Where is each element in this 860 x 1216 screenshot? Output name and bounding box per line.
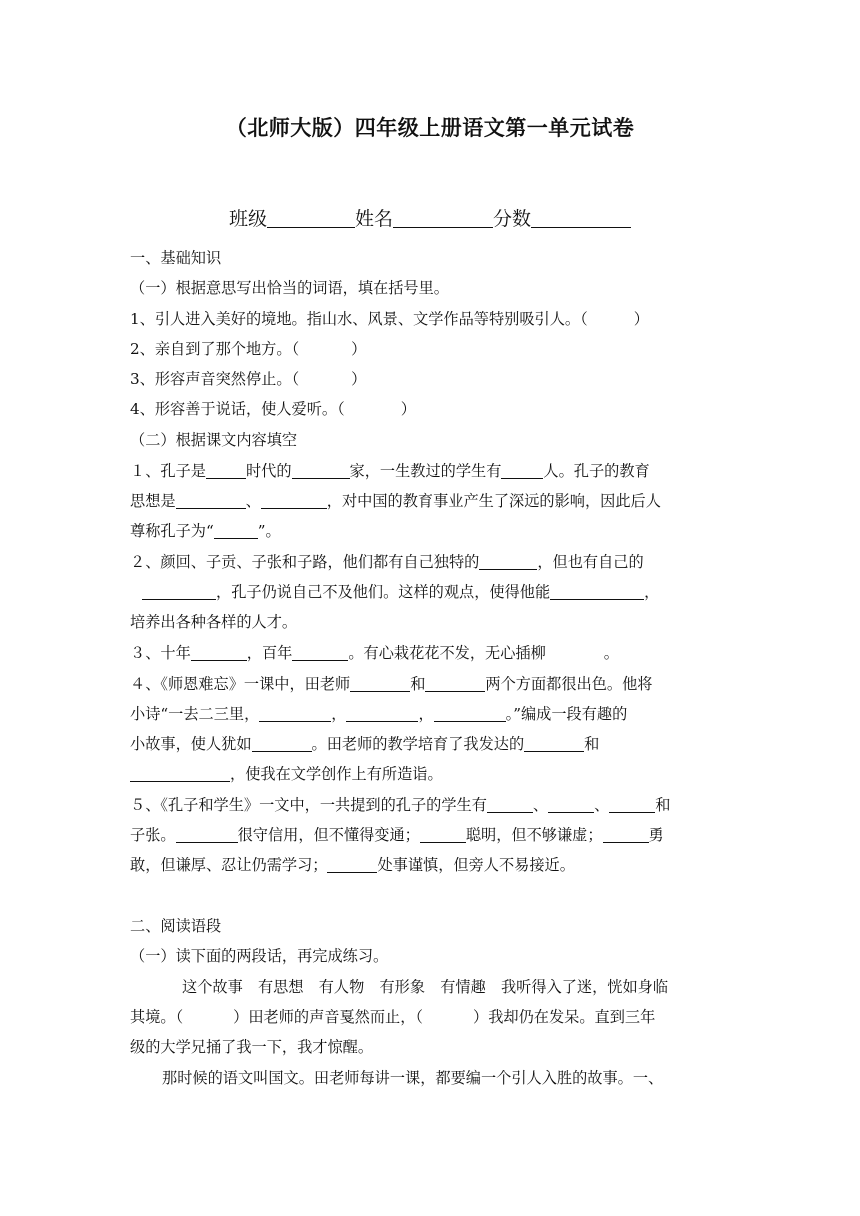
class-label: 班级 bbox=[228, 208, 267, 230]
name-blank[interactable] bbox=[393, 208, 493, 228]
score-label: 分数 bbox=[493, 208, 532, 230]
fill-blank[interactable] bbox=[524, 735, 584, 752]
fill-blank[interactable] bbox=[603, 826, 649, 843]
fill-blank[interactable] bbox=[501, 462, 543, 479]
fill-blank[interactable] bbox=[176, 826, 238, 843]
fill-blank[interactable] bbox=[191, 644, 247, 661]
fill-blank[interactable] bbox=[487, 796, 533, 813]
section-2-sub-1: （一）读下面的两段话，再完成练习。 bbox=[130, 947, 389, 965]
section-2-heading: 二、阅读语段 bbox=[130, 917, 222, 935]
section-1-sub-1: （一）根据意思写出恰当的词语，填在括号里。 bbox=[130, 279, 449, 297]
reading-line-3: 级的大学兄捅了我一下，我才惊醒。 bbox=[130, 1038, 373, 1056]
fill-paragraph-5-line-1: ５、《孔子和学生》一文中，一共提到的孔子的学生有 、 、 和 bbox=[130, 796, 671, 814]
fill-blank[interactable] bbox=[609, 796, 655, 813]
fill-paragraph-5-line-2: 子张。 很守信用，但不懂得变通； 聪明，但不够谦虚； 勇 bbox=[130, 826, 664, 844]
question-1: 1、引人进入美好的境地。指山水、风景、文学作品等特别吸引人。（ ） bbox=[130, 310, 649, 328]
fill-paragraph-5-line-3: 敢，但谦厚、忍让仍需学习； 处事谨慎，但旁人不易接近。 bbox=[130, 856, 575, 874]
fill-blank[interactable] bbox=[425, 675, 485, 692]
fill-blank[interactable] bbox=[142, 583, 216, 600]
score-blank[interactable] bbox=[531, 208, 631, 228]
fill-blank[interactable] bbox=[550, 583, 644, 600]
reading-line-1: 这个故事 有思想 有人物 有形象 有情趣 我听得入了迷，恍如身临 bbox=[182, 978, 668, 996]
fill-blank[interactable] bbox=[346, 705, 418, 722]
fill-paragraph-2-line-2: ，孔子仍说自己不及他们。这样的观点，使得他能 ， bbox=[130, 582, 730, 602]
fill-blank[interactable] bbox=[350, 675, 410, 692]
fill-paragraph-1-line-3: 尊称孔子为“ ”。 bbox=[130, 522, 281, 540]
fill-blank[interactable] bbox=[130, 765, 230, 782]
fill-blank[interactable] bbox=[479, 553, 537, 570]
fill-blank[interactable] bbox=[206, 462, 246, 479]
fill-blank[interactable] bbox=[252, 735, 312, 752]
fill-paragraph-1-line-2: 思想是 、 ，对中国的教育事业产生了深远的影响，因此后人 bbox=[130, 492, 661, 510]
question-3: 3、形容声音突然停止。（ ） bbox=[130, 370, 367, 388]
question-2: 2、亲自到了那个地方。（ ） bbox=[130, 340, 367, 358]
fill-paragraph-4-line-3: 小故事，使人犹如 。田老师的教学培育了我发达的 和 bbox=[130, 735, 600, 753]
section-1-sub-2: （二）根据课文内容填空 bbox=[130, 431, 298, 449]
fill-paragraph-4-line-1: ４、《师恩难忘》一课中，田老师 和 两个方面都很出色。他将 bbox=[130, 675, 653, 693]
fill-blank[interactable] bbox=[292, 644, 348, 661]
class-blank[interactable] bbox=[267, 208, 355, 228]
fill-paragraph-4-line-2: 小诗“一去二三里， ， ， 。”编成一段有趣的 bbox=[130, 705, 628, 723]
page-title: （北师大版）四年级上册语文第一单元试卷 bbox=[225, 116, 635, 140]
question-4: 4、形容善于说话，使人爱听。（ ） bbox=[130, 400, 416, 418]
fill-paragraph-3: ３、十年 ，百年 。有心栽花花不发，无心插柳 。 bbox=[130, 644, 619, 662]
fill-blank[interactable] bbox=[420, 826, 466, 843]
section-1-heading: 一、基础知识 bbox=[130, 249, 222, 267]
fill-paragraph-2-line-1: ２、颜回、子贡、子张和子路，他们都有自己独特的 ，但也有自己的 bbox=[130, 553, 644, 571]
reading-line-2: 其境。（ ）田老师的声音戛然而止，（ ）我却仍在发呆。直到三年 bbox=[130, 1008, 656, 1026]
fill-blank[interactable] bbox=[214, 522, 258, 539]
fill-paragraph-2-line-3: 培养出各种各样的人才。 bbox=[130, 613, 298, 631]
fill-blank[interactable] bbox=[259, 705, 331, 722]
fill-blank[interactable] bbox=[548, 796, 594, 813]
fill-paragraph-4-line-4: ，使我在文学创作上有所造诣。 bbox=[130, 764, 730, 784]
student-info-line bbox=[0, 204, 860, 231]
fill-blank[interactable] bbox=[292, 462, 350, 479]
fill-paragraph-1-line-1: １、孔子是 时代的 家，一生教过的学生有 人。孔子的教育 bbox=[130, 462, 650, 480]
name-label: 姓名 bbox=[354, 208, 393, 230]
fill-blank[interactable] bbox=[434, 705, 506, 722]
fill-blank[interactable] bbox=[261, 492, 327, 509]
fill-blank[interactable] bbox=[327, 856, 377, 873]
fill-blank[interactable] bbox=[176, 492, 246, 509]
reading-line-4: 那时候的语文叫国文。田老师每讲一课，都要编一个引人入胜的故事。一、 bbox=[162, 1069, 664, 1087]
